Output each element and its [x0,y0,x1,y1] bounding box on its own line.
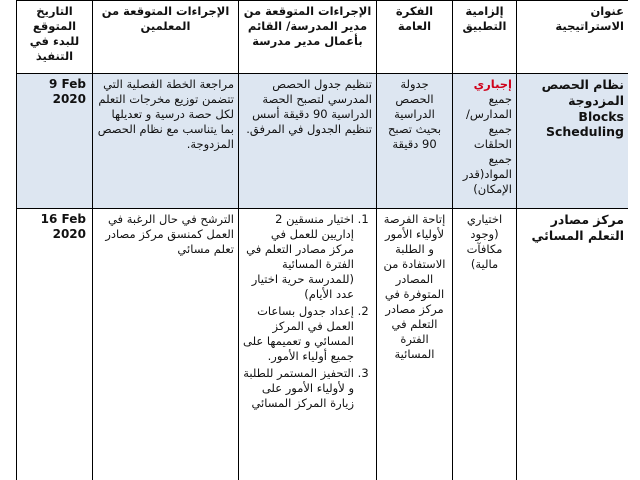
list-item: 1. اختيار منسقين 2 إداريين للعمل في مركز مصادر التعلم في الفترة المسائية (للمدرسة حرية اختيار عدد الأيام) [243,212,354,302]
start-date-cell: 9 Feb 2020 [17,74,93,209]
teacher-actions-cell: مراجعة الخطة الفصلية التي تتضمن توزيع مخرجات التعلم لكل حصة درسية و تعديلها بما يتناسب مع نظام الحصص المزدوجة. [93,74,239,209]
mandatory-cell: اختياري (وجود مكافآت مالية) [453,209,517,480]
strategy-title-ar: نظام الحصص المزدوجة [541,77,624,108]
idea-cell: إتاحة الفرصة لأولياء الأمور و الطلبة الاستفادة من المصادر المتوفرة في مركز مصادر التعلم في الفترة المسائية [377,209,453,480]
strategy-table [16,0,628,480]
list-item: 3. التحفيز المستمر للطلبة و لأولياء الأمور على زيارة المركز المسائي [243,366,354,411]
strategy-table-container [16,0,628,480]
header-teacher-actions: الإجراءات المتوقعة من المعلمين [93,1,239,74]
start-date-cell: 16 Feb 2020 [17,209,93,480]
principal-actions-cell: تنظيم جدول الحصص المدرسي لتصبح الحصة الدراسية 90 دقيقة أسس تنظيم الجدول في المرفق. [239,74,377,209]
mandatory-cell [453,74,517,209]
header-strategy-title: عنوان الاستراتيجية [517,1,629,74]
table-row [17,74,629,209]
strategy-title-en: Blocks Scheduling [545,109,624,139]
mandatory-label: إجباري [473,77,512,91]
table-header-row [17,1,629,74]
idea-cell: جدولة الحصص الدراسية بحيث تصبح 90 دقيقة [377,74,453,209]
list-item: 2. إعداد جدول بساعات العمل في المركز المسائي و تعميمها على جميع أولياء الأمور. [243,304,354,364]
strategy-title-ar: مركز مصادر التعلم المسائي [531,212,624,243]
principal-actions-cell [239,209,377,480]
strategy-cell [517,209,629,480]
header-general-idea: الفكرة العامة [377,1,453,74]
principal-actions-list [243,212,372,411]
table-row [17,209,629,480]
strategy-cell [517,74,629,209]
mandatory-scope: جميع المدارس/ جميع الحلقات جميع المواد(قدر الإمكان) [462,92,512,196]
header-principal-actions: الإجراءات المتوقعة من مدير المدرسة/ القائم بأعمال مدير مدرسة [239,1,377,74]
header-start-date: التاريخ المتوقع للبدء في التنفيذ [17,1,93,74]
header-mandatory: إلزامية التطبيق [453,1,517,74]
teacher-actions-cell: الترشح في حال الرغبة في العمل كمنسق مركز مصادر تعلم مسائي [93,209,239,480]
